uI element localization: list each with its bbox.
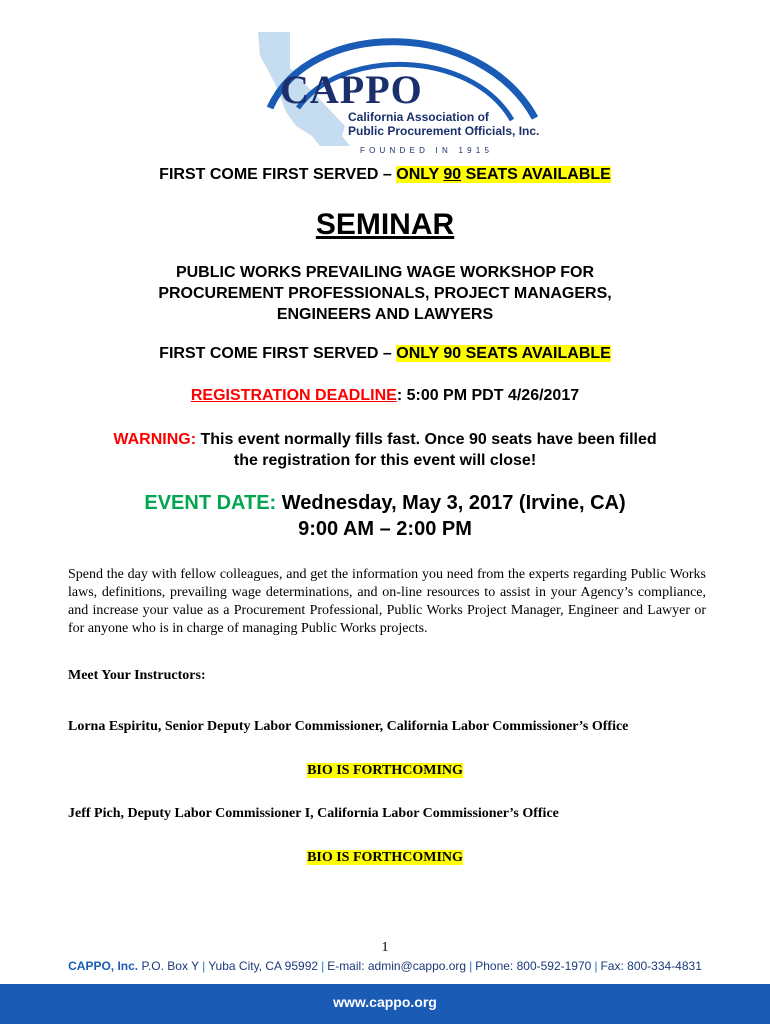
warning-line-2: the registration for this event will close! [233, 452, 537, 469]
subtitle-line-3: ENGINEERS AND LAWYERS [276, 306, 494, 323]
seats-notice-second [0, 345, 770, 363]
bio-2-text: BIO IS FORTHCOMING [307, 850, 463, 865]
instructor-1-bio [0, 763, 770, 779]
footer-separator: | [321, 959, 325, 973]
deadline-label: REGISTRATION DEADLINE [190, 387, 397, 404]
warning-notice [0, 429, 770, 471]
footer-fax: Fax: 800-334-4831 [600, 959, 702, 973]
footer-website-link[interactable]: www.cappo.org [333, 994, 437, 1010]
cappo-logo [250, 28, 540, 160]
seats-notice-top [0, 166, 770, 184]
instructors-heading: Meet Your Instructors: [68, 668, 206, 683]
footer-separator: | [469, 959, 473, 973]
footer-email[interactable]: E-mail: admin@cappo.org [327, 959, 467, 973]
seats-notice-prefix: FIRST COME FIRST SERVED – [159, 166, 397, 183]
footer-brand: CAPPO, Inc. [68, 959, 139, 973]
seats-notice-only: ONLY [396, 166, 444, 183]
seminar-description: Spend the day with fellow colleagues, and get the information you need from the experts regarding Public Works laws, definitions, prevailing wage determinations, and on-line resources to assist in your Agency’s compliance, and increase your value as a Procurement Professional, Public Works Project Manager, Engineer and Lawyer or for anyone who is in charge of managing Public Works projects. [68, 567, 706, 636]
footer-separator: | [594, 959, 598, 973]
registration-deadline [0, 387, 770, 405]
event-date-block [0, 490, 770, 542]
warning-label: WARNING: [113, 431, 197, 448]
logo-tagline [348, 110, 539, 138]
warning-line-1: This event normally fills fast. Once 90 seats have been filled [196, 431, 657, 448]
subtitle-line-1: PUBLIC WORKS PREVAILING WAGE WORKSHOP FOR [175, 264, 595, 281]
footer-separator: | [202, 959, 206, 973]
page-title: SEMINAR [315, 208, 455, 241]
seminar-subtitle [0, 262, 770, 325]
subtitle-line-2: PROCUREMENT PROFESSIONALS, PROJECT MANAGERS, [158, 285, 612, 302]
footer-phone: Phone: 800-592-1970 [475, 959, 592, 973]
event-date-label: EVENT DATE: [144, 492, 277, 514]
page-number: 1 [381, 940, 389, 955]
footer-address: P.O. Box Y [141, 959, 200, 973]
deadline-value: : 5:00 PM PDT 4/26/2017 [396, 387, 580, 404]
event-date-value: Wednesday, May 3, 2017 (Irvine, CA) [276, 492, 626, 514]
logo-wordmark: CAPPO [280, 67, 423, 112]
logo-tagline-line1: California Association of [348, 110, 489, 124]
bio-1-text: BIO IS FORTHCOMING [307, 763, 463, 778]
instructor-1: Lorna Espiritu, Senior Deputy Labor Commissioner, California Labor Commissioner’s Office [68, 719, 629, 734]
seats-notice-number: 90 [443, 166, 462, 183]
seats-notice2-prefix: FIRST COME FIRST SERVED – [159, 345, 397, 362]
instructor-2-bio [0, 850, 770, 866]
seats-notice-suffix: SEATS AVAILABLE [461, 166, 611, 183]
seats-notice2-highlight: ONLY 90 SEATS AVAILABLE [396, 345, 611, 362]
event-time: 9:00 AM – 2:00 PM [298, 518, 472, 540]
instructor-2: Jeff Pich, Deputy Labor Commissioner I, California Labor Commissioner’s Office [68, 806, 559, 821]
footer-contact-line [0, 959, 770, 973]
logo-tagline-line2: Public Procurement Officials, Inc. [348, 124, 540, 138]
footer-city: Yuba City, CA 95992 [208, 959, 319, 973]
logo-founded: F O U N D E D I N 1 9 1 5 [360, 146, 490, 155]
